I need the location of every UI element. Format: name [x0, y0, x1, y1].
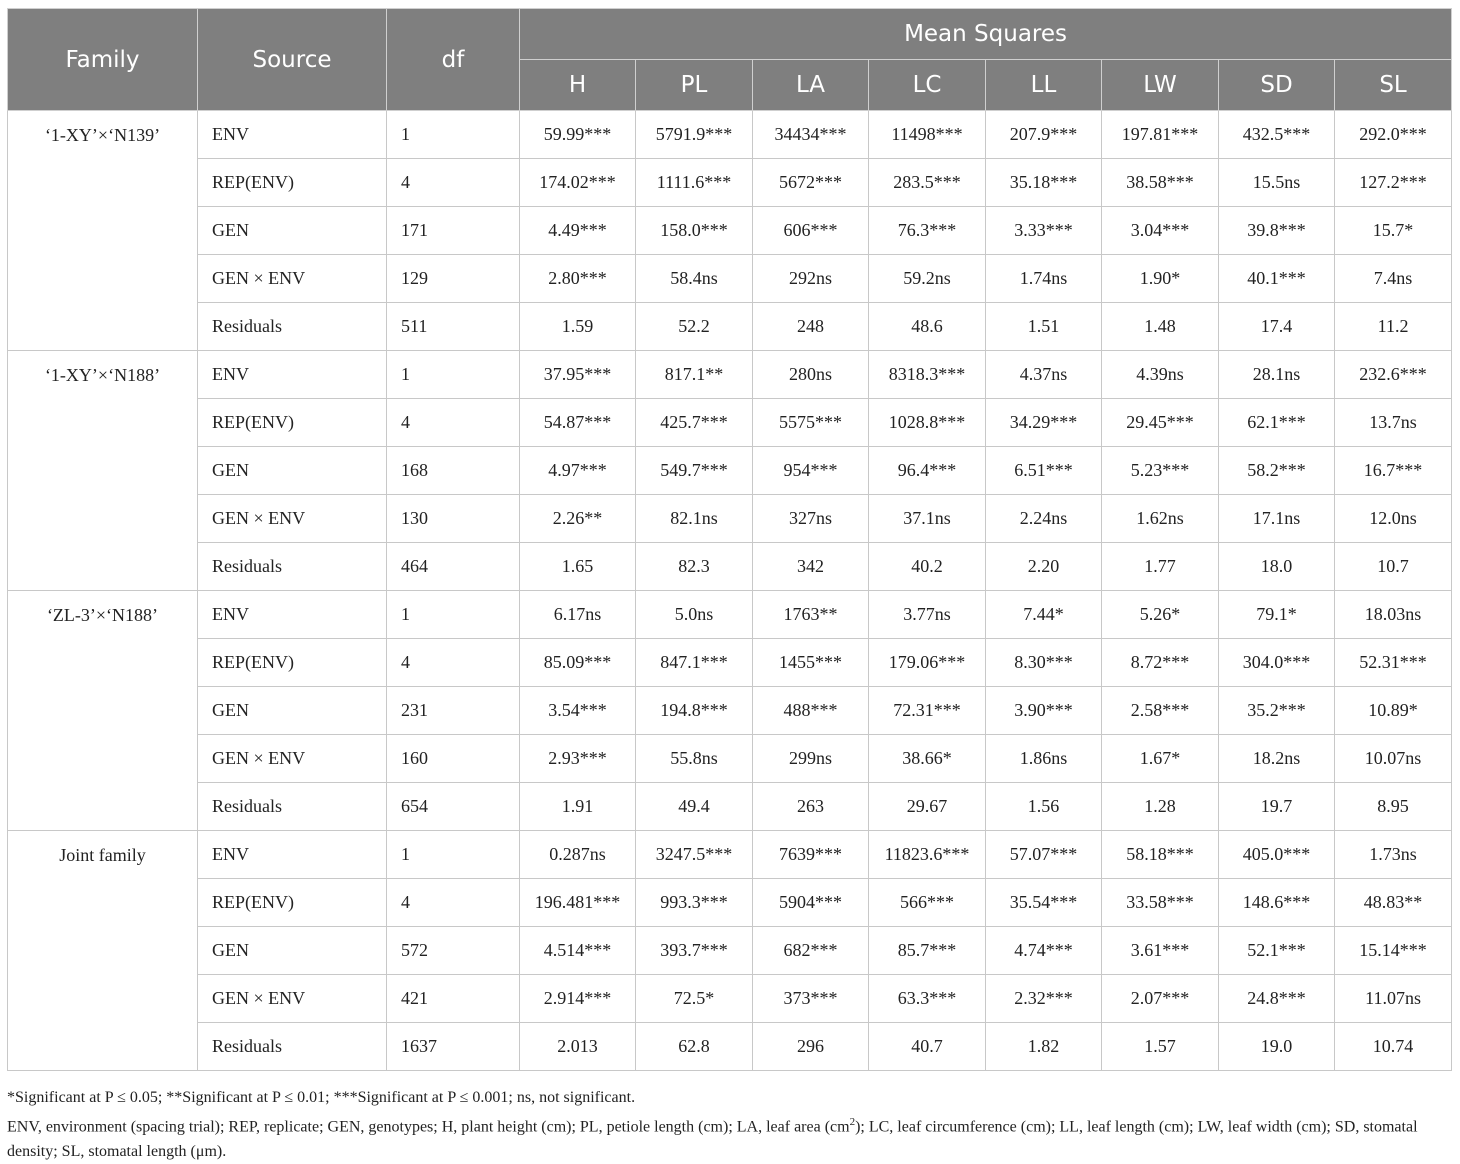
- value-cell-ll: 7.44*: [986, 591, 1102, 639]
- table-row: [8, 927, 1452, 975]
- value-cell-sl: 11.2: [1335, 303, 1452, 351]
- family-cell: Joint family: [8, 831, 198, 1071]
- value-cell-pl: 194.8***: [636, 687, 753, 735]
- value-cell-h: 1.65: [520, 543, 636, 591]
- value-cell-lc: 85.7***: [869, 927, 986, 975]
- value-cell-lc: 11498***: [869, 111, 986, 159]
- source-cell: REP(ENV): [198, 639, 387, 687]
- value-cell-pl: 82.3: [636, 543, 753, 591]
- value-cell-lw: 1.62ns: [1102, 495, 1219, 543]
- value-cell-sl: 127.2***: [1335, 159, 1452, 207]
- df-cell: 1: [387, 591, 520, 639]
- table-row: [8, 543, 1452, 591]
- value-cell-sl: 15.7*: [1335, 207, 1452, 255]
- footnote-superscript: 2: [849, 1116, 856, 1128]
- value-cell-pl: 393.7***: [636, 927, 753, 975]
- value-cell-sl: 48.83**: [1335, 879, 1452, 927]
- value-cell-pl: 3247.5***: [636, 831, 753, 879]
- family-cell: ‘ZL-3’×‘N188’: [8, 591, 198, 831]
- value-cell-pl: 55.8ns: [636, 735, 753, 783]
- value-cell-h: 1.59: [520, 303, 636, 351]
- value-cell-h: 4.97***: [520, 447, 636, 495]
- source-cell: GEN × ENV: [198, 255, 387, 303]
- value-cell-lw: 2.07***: [1102, 975, 1219, 1023]
- value-cell-lw: 197.81***: [1102, 111, 1219, 159]
- table-footnotes: [7, 1085, 1453, 1164]
- df-cell: 572: [387, 927, 520, 975]
- value-cell-sd: 405.0***: [1219, 831, 1335, 879]
- value-cell-la: 299ns: [753, 735, 869, 783]
- table-row: [8, 831, 1452, 879]
- source-cell: GEN: [198, 447, 387, 495]
- df-cell: 1: [387, 831, 520, 879]
- value-cell-ll: 8.30***: [986, 639, 1102, 687]
- value-cell-lw: 58.18***: [1102, 831, 1219, 879]
- value-cell-lc: 40.7: [869, 1023, 986, 1071]
- table-row: [8, 783, 1452, 831]
- df-cell: 4: [387, 399, 520, 447]
- value-cell-h: 1.91: [520, 783, 636, 831]
- value-cell-sl: 11.07ns: [1335, 975, 1452, 1023]
- value-cell-lw: 38.58***: [1102, 159, 1219, 207]
- value-cell-ll: 6.51***: [986, 447, 1102, 495]
- value-cell-sd: 79.1*: [1219, 591, 1335, 639]
- value-cell-ll: 2.32***: [986, 975, 1102, 1023]
- df-cell: 1: [387, 351, 520, 399]
- value-cell-pl: 62.8: [636, 1023, 753, 1071]
- family-cell: ‘1-XY’×‘N188’: [8, 351, 198, 591]
- header-mean-squares: Mean Squares: [520, 9, 1452, 60]
- df-cell: 130: [387, 495, 520, 543]
- value-cell-la: 5904***: [753, 879, 869, 927]
- header-trait-lw: LW: [1102, 60, 1219, 111]
- value-cell-la: 1763**: [753, 591, 869, 639]
- source-cell: REP(ENV): [198, 159, 387, 207]
- value-cell-sl: 15.14***: [1335, 927, 1452, 975]
- footnote-abbreviations-pre: ENV, environment (spacing trial); REP, replicate; GEN, genotypes; H, plant height (cm); PL, petiole length (cm); LA, leaf area (cm: [7, 1118, 850, 1136]
- value-cell-h: 4.49***: [520, 207, 636, 255]
- value-cell-lw: 1.48: [1102, 303, 1219, 351]
- value-cell-lc: 566***: [869, 879, 986, 927]
- source-cell: ENV: [198, 831, 387, 879]
- source-cell: REP(ENV): [198, 879, 387, 927]
- value-cell-sd: 62.1***: [1219, 399, 1335, 447]
- value-cell-lw: 2.58***: [1102, 687, 1219, 735]
- value-cell-lc: 72.31***: [869, 687, 986, 735]
- table-row: [8, 735, 1452, 783]
- value-cell-ll: 207.9***: [986, 111, 1102, 159]
- table-row: [8, 687, 1452, 735]
- value-cell-lw: 3.04***: [1102, 207, 1219, 255]
- value-cell-ll: 1.51: [986, 303, 1102, 351]
- value-cell-lw: 1.28: [1102, 783, 1219, 831]
- df-cell: 511: [387, 303, 520, 351]
- footnote-abbreviations: [7, 1110, 1453, 1164]
- value-cell-lc: 8318.3***: [869, 351, 986, 399]
- value-cell-lc: 40.2: [869, 543, 986, 591]
- table-row: [8, 399, 1452, 447]
- value-cell-pl: 52.2: [636, 303, 753, 351]
- table-row: [8, 1023, 1452, 1071]
- header-trait-la: LA: [753, 60, 869, 111]
- value-cell-ll: 34.29***: [986, 399, 1102, 447]
- value-cell-lw: 3.61***: [1102, 927, 1219, 975]
- value-cell-h: 2.93***: [520, 735, 636, 783]
- table-row: [8, 303, 1452, 351]
- source-cell: Residuals: [198, 783, 387, 831]
- df-cell: 4: [387, 879, 520, 927]
- value-cell-lc: 76.3***: [869, 207, 986, 255]
- value-cell-sl: 232.6***: [1335, 351, 1452, 399]
- value-cell-ll: 1.82: [986, 1023, 1102, 1071]
- value-cell-lw: 5.26*: [1102, 591, 1219, 639]
- value-cell-sl: 292.0***: [1335, 111, 1452, 159]
- value-cell-sd: 17.4: [1219, 303, 1335, 351]
- header-trait-sd: SD: [1219, 60, 1335, 111]
- df-cell: 231: [387, 687, 520, 735]
- value-cell-lw: 1.57: [1102, 1023, 1219, 1071]
- value-cell-sd: 432.5***: [1219, 111, 1335, 159]
- value-cell-pl: 549.7***: [636, 447, 753, 495]
- df-cell: 4: [387, 639, 520, 687]
- value-cell-h: 37.95***: [520, 351, 636, 399]
- value-cell-sl: 12.0ns: [1335, 495, 1452, 543]
- value-cell-h: 54.87***: [520, 399, 636, 447]
- value-cell-sl: 1.73ns: [1335, 831, 1452, 879]
- value-cell-h: 174.02***: [520, 159, 636, 207]
- value-cell-pl: 82.1ns: [636, 495, 753, 543]
- value-cell-h: 196.481***: [520, 879, 636, 927]
- value-cell-la: 954***: [753, 447, 869, 495]
- value-cell-sd: 28.1ns: [1219, 351, 1335, 399]
- value-cell-h: 0.287ns: [520, 831, 636, 879]
- value-cell-pl: 5791.9***: [636, 111, 753, 159]
- value-cell-sd: 304.0***: [1219, 639, 1335, 687]
- source-cell: Residuals: [198, 1023, 387, 1071]
- value-cell-lw: 33.58***: [1102, 879, 1219, 927]
- source-cell: ENV: [198, 591, 387, 639]
- value-cell-sd: 148.6***: [1219, 879, 1335, 927]
- value-cell-lc: 29.67: [869, 783, 986, 831]
- header-trait-h: H: [520, 60, 636, 111]
- source-cell: GEN: [198, 207, 387, 255]
- value-cell-sl: 10.7: [1335, 543, 1452, 591]
- value-cell-lc: 11823.6***: [869, 831, 986, 879]
- value-cell-lc: 179.06***: [869, 639, 986, 687]
- anova-table: [7, 8, 1452, 1071]
- table-row: [8, 159, 1452, 207]
- value-cell-ll: 35.54***: [986, 879, 1102, 927]
- df-cell: 4: [387, 159, 520, 207]
- value-cell-lw: 1.77: [1102, 543, 1219, 591]
- value-cell-la: 342: [753, 543, 869, 591]
- value-cell-ll: 35.18***: [986, 159, 1102, 207]
- table-row: [8, 255, 1452, 303]
- value-cell-lw: 1.67*: [1102, 735, 1219, 783]
- value-cell-pl: 5.0ns: [636, 591, 753, 639]
- source-cell: GEN: [198, 687, 387, 735]
- value-cell-sd: 18.0: [1219, 543, 1335, 591]
- value-cell-lw: 1.90*: [1102, 255, 1219, 303]
- value-cell-h: 2.914***: [520, 975, 636, 1023]
- value-cell-lc: 59.2ns: [869, 255, 986, 303]
- source-cell: Residuals: [198, 543, 387, 591]
- table-row: [8, 447, 1452, 495]
- df-cell: 1: [387, 111, 520, 159]
- value-cell-h: 2.013: [520, 1023, 636, 1071]
- value-cell-h: 6.17ns: [520, 591, 636, 639]
- anova-table-container: [7, 8, 1451, 1071]
- value-cell-lw: 8.72***: [1102, 639, 1219, 687]
- value-cell-pl: 49.4: [636, 783, 753, 831]
- value-cell-la: 280ns: [753, 351, 869, 399]
- table-row: [8, 351, 1452, 399]
- header-trait-ll: LL: [986, 60, 1102, 111]
- source-cell: GEN × ENV: [198, 495, 387, 543]
- df-cell: 160: [387, 735, 520, 783]
- family-cell: ‘1-XY’×‘N139’: [8, 111, 198, 351]
- table-row: [8, 639, 1452, 687]
- value-cell-h: 2.80***: [520, 255, 636, 303]
- value-cell-la: 296: [753, 1023, 869, 1071]
- value-cell-la: 1455***: [753, 639, 869, 687]
- value-cell-lc: 3.77ns: [869, 591, 986, 639]
- header-trait-sl: SL: [1335, 60, 1452, 111]
- footnote-abbreviations-post: ); LC, leaf circumference (cm); LL, leaf length (cm); LW, leaf width (cm); SD, stomatal density; SL, stomatal length (μm).: [7, 1118, 1418, 1161]
- header-source: Source: [198, 9, 387, 111]
- header-family: Family: [8, 9, 198, 111]
- value-cell-ll: 1.56: [986, 783, 1102, 831]
- source-cell: ENV: [198, 111, 387, 159]
- value-cell-lc: 37.1ns: [869, 495, 986, 543]
- value-cell-lw: 5.23***: [1102, 447, 1219, 495]
- value-cell-sd: 19.0: [1219, 1023, 1335, 1071]
- value-cell-pl: 158.0***: [636, 207, 753, 255]
- value-cell-sl: 10.89*: [1335, 687, 1452, 735]
- value-cell-la: 292ns: [753, 255, 869, 303]
- value-cell-la: 34434***: [753, 111, 869, 159]
- value-cell-h: 4.514***: [520, 927, 636, 975]
- value-cell-sd: 15.5ns: [1219, 159, 1335, 207]
- df-cell: 464: [387, 543, 520, 591]
- value-cell-sd: 17.1ns: [1219, 495, 1335, 543]
- value-cell-la: 327ns: [753, 495, 869, 543]
- df-cell: 654: [387, 783, 520, 831]
- value-cell-ll: 1.74ns: [986, 255, 1102, 303]
- value-cell-la: 263: [753, 783, 869, 831]
- value-cell-ll: 4.37ns: [986, 351, 1102, 399]
- value-cell-sd: 58.2***: [1219, 447, 1335, 495]
- value-cell-sl: 16.7***: [1335, 447, 1452, 495]
- value-cell-pl: 993.3***: [636, 879, 753, 927]
- value-cell-sd: 19.7: [1219, 783, 1335, 831]
- value-cell-ll: 2.24ns: [986, 495, 1102, 543]
- header-trait-lc: LC: [869, 60, 986, 111]
- value-cell-la: 5672***: [753, 159, 869, 207]
- value-cell-lw: 4.39ns: [1102, 351, 1219, 399]
- value-cell-pl: 425.7***: [636, 399, 753, 447]
- value-cell-lw: 29.45***: [1102, 399, 1219, 447]
- df-cell: 1637: [387, 1023, 520, 1071]
- value-cell-sl: 13.7ns: [1335, 399, 1452, 447]
- value-cell-lc: 283.5***: [869, 159, 986, 207]
- source-cell: GEN × ENV: [198, 735, 387, 783]
- value-cell-ll: 2.20: [986, 543, 1102, 591]
- df-cell: 129: [387, 255, 520, 303]
- df-cell: 168: [387, 447, 520, 495]
- table-row: [8, 207, 1452, 255]
- source-cell: ENV: [198, 351, 387, 399]
- value-cell-pl: 58.4ns: [636, 255, 753, 303]
- value-cell-sd: 35.2***: [1219, 687, 1335, 735]
- value-cell-la: 606***: [753, 207, 869, 255]
- table-row: [8, 591, 1452, 639]
- value-cell-pl: 72.5*: [636, 975, 753, 1023]
- table-body: [8, 111, 1452, 1071]
- value-cell-pl: 847.1***: [636, 639, 753, 687]
- footnote-significance: *Significant at P ≤ 0.05; **Significant at P ≤ 0.01; ***Significant at P ≤ 0.001; ns, not significant.: [7, 1089, 636, 1106]
- value-cell-sl: 10.07ns: [1335, 735, 1452, 783]
- value-cell-sl: 8.95: [1335, 783, 1452, 831]
- value-cell-sl: 18.03ns: [1335, 591, 1452, 639]
- value-cell-lc: 96.4***: [869, 447, 986, 495]
- value-cell-h: 2.26**: [520, 495, 636, 543]
- value-cell-la: 7639***: [753, 831, 869, 879]
- value-cell-la: 682***: [753, 927, 869, 975]
- value-cell-lc: 38.66*: [869, 735, 986, 783]
- value-cell-sl: 7.4ns: [1335, 255, 1452, 303]
- value-cell-la: 488***: [753, 687, 869, 735]
- source-cell: REP(ENV): [198, 399, 387, 447]
- table-row: [8, 495, 1452, 543]
- value-cell-sd: 18.2ns: [1219, 735, 1335, 783]
- value-cell-pl: 1111.6***: [636, 159, 753, 207]
- value-cell-ll: 3.33***: [986, 207, 1102, 255]
- value-cell-h: 3.54***: [520, 687, 636, 735]
- df-cell: 171: [387, 207, 520, 255]
- df-cell: 421: [387, 975, 520, 1023]
- value-cell-ll: 4.74***: [986, 927, 1102, 975]
- value-cell-sl: 52.31***: [1335, 639, 1452, 687]
- value-cell-pl: 817.1**: [636, 351, 753, 399]
- table-row: [8, 111, 1452, 159]
- value-cell-lc: 48.6: [869, 303, 986, 351]
- value-cell-lc: 1028.8***: [869, 399, 986, 447]
- value-cell-h: 59.99***: [520, 111, 636, 159]
- header-df: df: [387, 9, 520, 111]
- value-cell-sd: 39.8***: [1219, 207, 1335, 255]
- value-cell-ll: 3.90***: [986, 687, 1102, 735]
- value-cell-ll: 1.86ns: [986, 735, 1102, 783]
- value-cell-sl: 10.74: [1335, 1023, 1452, 1071]
- source-cell: GEN × ENV: [198, 975, 387, 1023]
- table-row: [8, 975, 1452, 1023]
- value-cell-sd: 24.8***: [1219, 975, 1335, 1023]
- value-cell-sd: 40.1***: [1219, 255, 1335, 303]
- value-cell-h: 85.09***: [520, 639, 636, 687]
- value-cell-la: 5575***: [753, 399, 869, 447]
- header-trait-pl: PL: [636, 60, 753, 111]
- source-cell: Residuals: [198, 303, 387, 351]
- value-cell-sd: 52.1***: [1219, 927, 1335, 975]
- value-cell-ll: 57.07***: [986, 831, 1102, 879]
- source-cell: GEN: [198, 927, 387, 975]
- table-row: [8, 879, 1452, 927]
- value-cell-lc: 63.3***: [869, 975, 986, 1023]
- value-cell-la: 248: [753, 303, 869, 351]
- value-cell-la: 373***: [753, 975, 869, 1023]
